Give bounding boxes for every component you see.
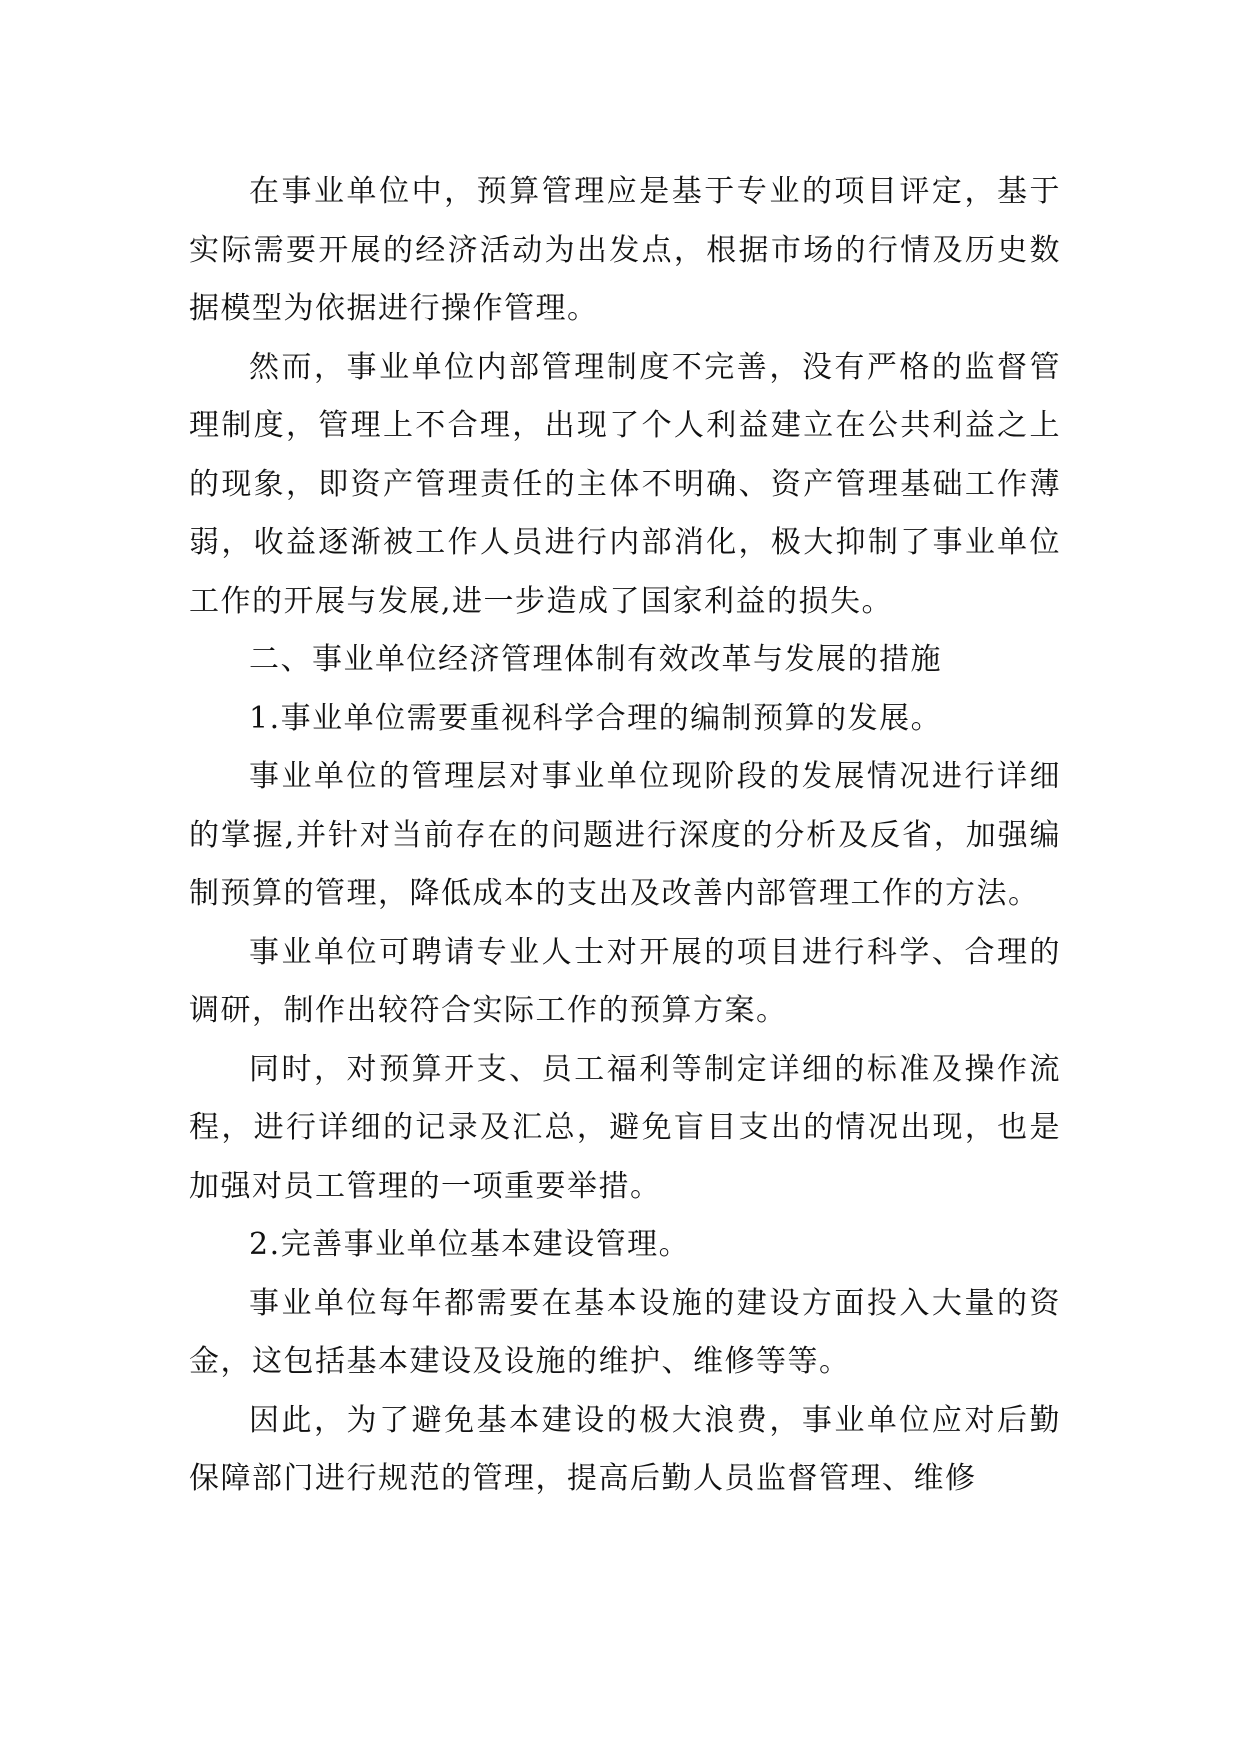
paragraph-standards-process: 同时，对预算开支、员工福利等制定详细的标准及操作流程，进行详细的记录及汇总，避免盲目支出的情况出现，也是加强对员工管理的一项重要举措。 — [189, 1051, 1061, 1204]
paragraph-logistics-management: 因此，为了避免基本建设的极大浪费，事业单位应对后勤保障部门进行规范的管理，提高后勤人员监督管理、维修 — [189, 1402, 1061, 1496]
section-heading-measures: 二、事业单位经济管理体制有效改革与发展的措施 — [249, 642, 942, 677]
paragraph-hire-professionals: 事业单位可聘请专业人士对开展的项目进行科学、合理的调研，制作出较符合实际工作的预算方案。 — [189, 934, 1061, 1028]
paragraph-budget-basis: 在事业单位中，预算管理应是基于专业的项目评定，基于实际需要开展的经济活动为出发点，根据市场的行情及历史数据模型为依据进行操作管理。 — [189, 174, 1061, 326]
paragraph-infrastructure-funds: 事业单位每年都需要在基本设施的建设方面投入大量的资金，这包括基本建设及设施的维护、维修等等。 — [189, 1285, 1061, 1379]
paragraph-management-problems: 然而，事业单位内部管理制度不完善，没有严格的监督管理制度，管理上不合理，出现了个人利益建立在公共利益之上的现象，即资产管理责任的主体不明确、资产管理基础工作薄弱，收益逐渐被工作人员进行内部消化，极大抑制了事业单位工作的开展与发展,进一步造成了国家利益的损失。 — [189, 349, 1061, 619]
subheading-infrastructure: 2.完善事业单位基本建设管理。 — [249, 1227, 691, 1262]
paragraph-management-layer: 事业单位的管理层对事业单位现阶段的发展情况进行详细的掌握,并针对当前存在的问题进行深度的分析及反省，加强编制预算的管理，降低成本的支出及改善内部管理工作的方法。 — [189, 759, 1061, 911]
body-text — [189, 163, 1061, 1509]
subheading-budget-compilation: 1.事业单位需要重视科学合理的编制预算的发展。 — [249, 700, 943, 736]
